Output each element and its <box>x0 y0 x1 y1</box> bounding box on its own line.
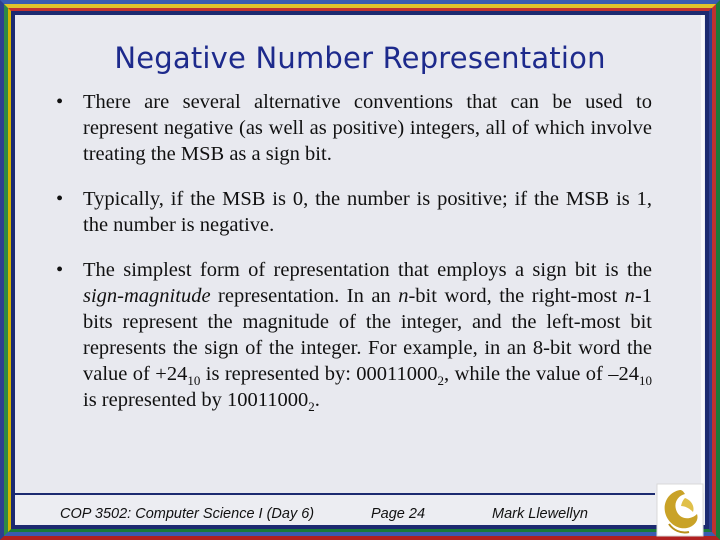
slide-title: Negative Number Representation <box>114 41 606 75</box>
footer <box>15 506 655 528</box>
text-run: -1 bits represent the magnitude of the integer, and the left-most bit represents the sign of the integer. For example, in an 8-bit word the value of +24 <box>83 285 652 385</box>
bullet-list <box>52 89 652 432</box>
subscript: 2 <box>308 399 315 415</box>
text-run: representation. In an <box>210 285 399 307</box>
bullet-text <box>83 257 652 413</box>
footer-author: Mark Llewellyn <box>492 506 588 522</box>
bullet-marker: • <box>56 188 64 210</box>
ucf-pegasus-logo-icon <box>655 480 705 540</box>
bullet-item-2 <box>52 186 652 238</box>
text-run: is represented by 10011000 <box>83 389 309 411</box>
text-run: is represented by: 00011000 <box>200 363 438 385</box>
subscript: 10 <box>639 373 652 389</box>
emphasis-var: n <box>398 285 409 307</box>
text-run: . <box>314 389 320 411</box>
bullet-marker: • <box>56 259 64 281</box>
bullet-item-1 <box>52 89 652 167</box>
text-run: The simplest form of representation that employs a sign bit is the <box>83 259 652 281</box>
bullet-text: Typically, if the MSB is 0, the number is positive; if the MSB is 1, the number is negative. <box>83 188 652 236</box>
bullet-marker: • <box>56 91 64 113</box>
text-run: , while the value of –24 <box>444 363 639 385</box>
subscript: 2 <box>437 373 445 389</box>
footer-page: Page 24 <box>371 506 426 522</box>
footer-course: COP 3502: Computer Science I (Day 6) <box>60 506 315 522</box>
slide <box>15 15 705 525</box>
text-run: -bit word, the right-most <box>408 285 625 307</box>
footer-divider <box>15 493 655 495</box>
emphasis-term: sign-magnitude <box>83 285 211 307</box>
emphasis-var: n <box>624 285 635 307</box>
bullet-text: There are several alternative conventions that can be used to represent negative (as well as positive) integers, all of which involve treating the MSB as a sign bit. <box>83 91 652 165</box>
subscript: 10 <box>187 373 201 389</box>
bullet-item-3 <box>52 257 652 413</box>
